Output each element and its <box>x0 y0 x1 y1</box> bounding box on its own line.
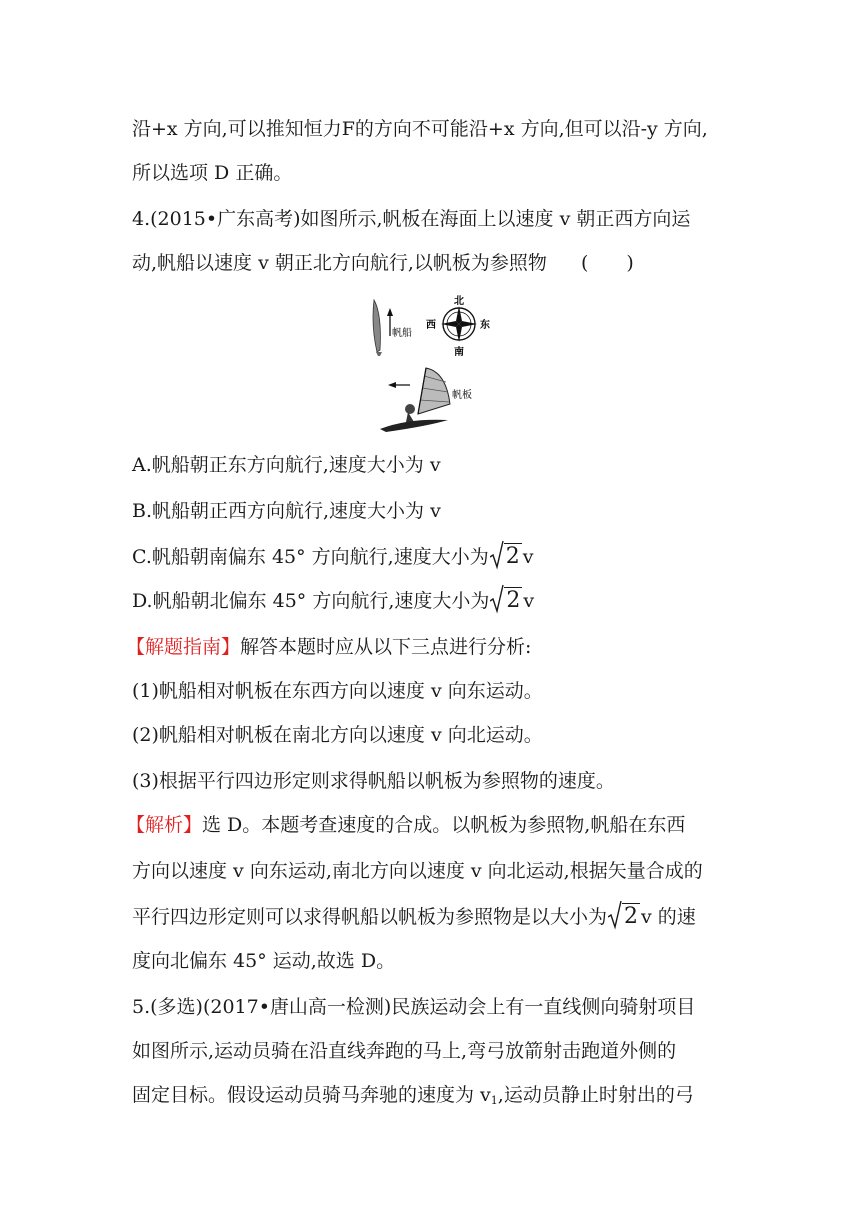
compass-south-label: 南 <box>454 347 464 358</box>
text-line: 沿+x 方向,可以推知恒力F的方向不可能沿+x 方向,但可以沿-y 方向, <box>132 118 708 140</box>
sqrt-radicand: 2 <box>624 904 639 929</box>
sailboat-icon <box>373 300 382 356</box>
sqrt-radicand: 2 <box>505 544 520 569</box>
text-line: 所以选项 D 正确。 <box>132 162 293 184</box>
sqrt-radicand: 2 <box>506 588 521 613</box>
analysis-heading <box>126 812 685 838</box>
sailing-figure <box>368 292 500 432</box>
question-5-text: ,运动员静止时射出的弓 <box>497 1084 694 1106</box>
sailboat-label: 帆船 <box>392 328 412 339</box>
guide-point-1: (1)帆船相对帆板在东西方向以速度 v 向东运动。 <box>132 680 543 702</box>
compass-east-label: 东 <box>480 320 490 331</box>
analysis-tag: 【解析】 <box>126 814 203 836</box>
guide-heading <box>126 634 531 660</box>
answer-paren: ( ) <box>580 252 634 274</box>
analysis-text: 平行四边形定则可以求得帆船以帆板为参照物是以大小为 <box>132 906 608 928</box>
option-c <box>132 544 533 570</box>
option-a: A.帆船朝正东方向航行,速度大小为 v <box>132 454 441 476</box>
guide-text: 解答本题时应从以下三点进行分析: <box>240 636 532 658</box>
option-d <box>132 588 534 614</box>
question-5-text: 固定目标。假设运动员骑马奔驰的速度为 v <box>132 1084 491 1106</box>
option-c-text: C.帆船朝南偏东 45° 方向航行,速度大小为 <box>132 546 489 568</box>
analysis-text: 选 D。本题考查速度的合成。以帆板为参照物,帆船在东西 <box>202 814 686 836</box>
sqrt-symbol <box>490 544 522 570</box>
guide-point-2: (2)帆船相对帆板在南北方向以速度 v 向北运动。 <box>132 724 543 746</box>
option-b: B.帆船朝正西方向航行,速度大小为 v <box>132 500 441 522</box>
option-d-text: D.帆船朝北偏东 45° 方向航行,速度大小为 <box>132 590 490 612</box>
compass-icon <box>441 306 477 342</box>
sqrt-symbol <box>490 588 522 614</box>
guide-point-3: (3)根据平行四边形定则求得帆船以帆板为参照物的速度。 <box>132 770 615 792</box>
question-4-stem <box>132 250 634 276</box>
question-4-text: 动,帆船以速度 v 朝正北方向航行,以帆板为参照物 <box>132 252 547 274</box>
analysis-line: 方向以速度 v 向东运动,南北方向以速度 v 向北运动,根据矢量合成的 <box>132 860 703 882</box>
subscript: 1 <box>490 1094 498 1107</box>
analysis-line: 度向北偏东 45° 运动,故选 D。 <box>132 950 396 972</box>
analysis-line <box>132 904 696 930</box>
option-c-unit: v <box>522 546 534 568</box>
option-d-unit: v <box>523 590 535 612</box>
compass-west-label: 西 <box>426 320 436 331</box>
compass-north-label: 北 <box>454 296 464 307</box>
question-5-stem <box>132 1082 694 1114</box>
windsurf-label: 帆板 <box>452 390 472 401</box>
analysis-text: v 的速 <box>641 906 696 928</box>
question-5-stem: 5.(多选)(2017•唐山高一检测)民族运动会上有一直线侧向骑射项目 <box>132 996 696 1018</box>
sqrt-symbol <box>608 904 640 930</box>
question-5-stem: 如图所示,运动员骑在沿直线奔跑的马上,弯弓放箭射击跑道外侧的 <box>132 1040 677 1062</box>
windsurfer-icon <box>380 368 450 432</box>
guide-tag: 【解题指南】 <box>126 636 241 658</box>
question-4-stem: 4.(2015•广东高考)如图所示,帆板在海面上以速度 v 朝正西方向运 <box>132 208 691 230</box>
west-arrow-icon <box>388 382 410 388</box>
